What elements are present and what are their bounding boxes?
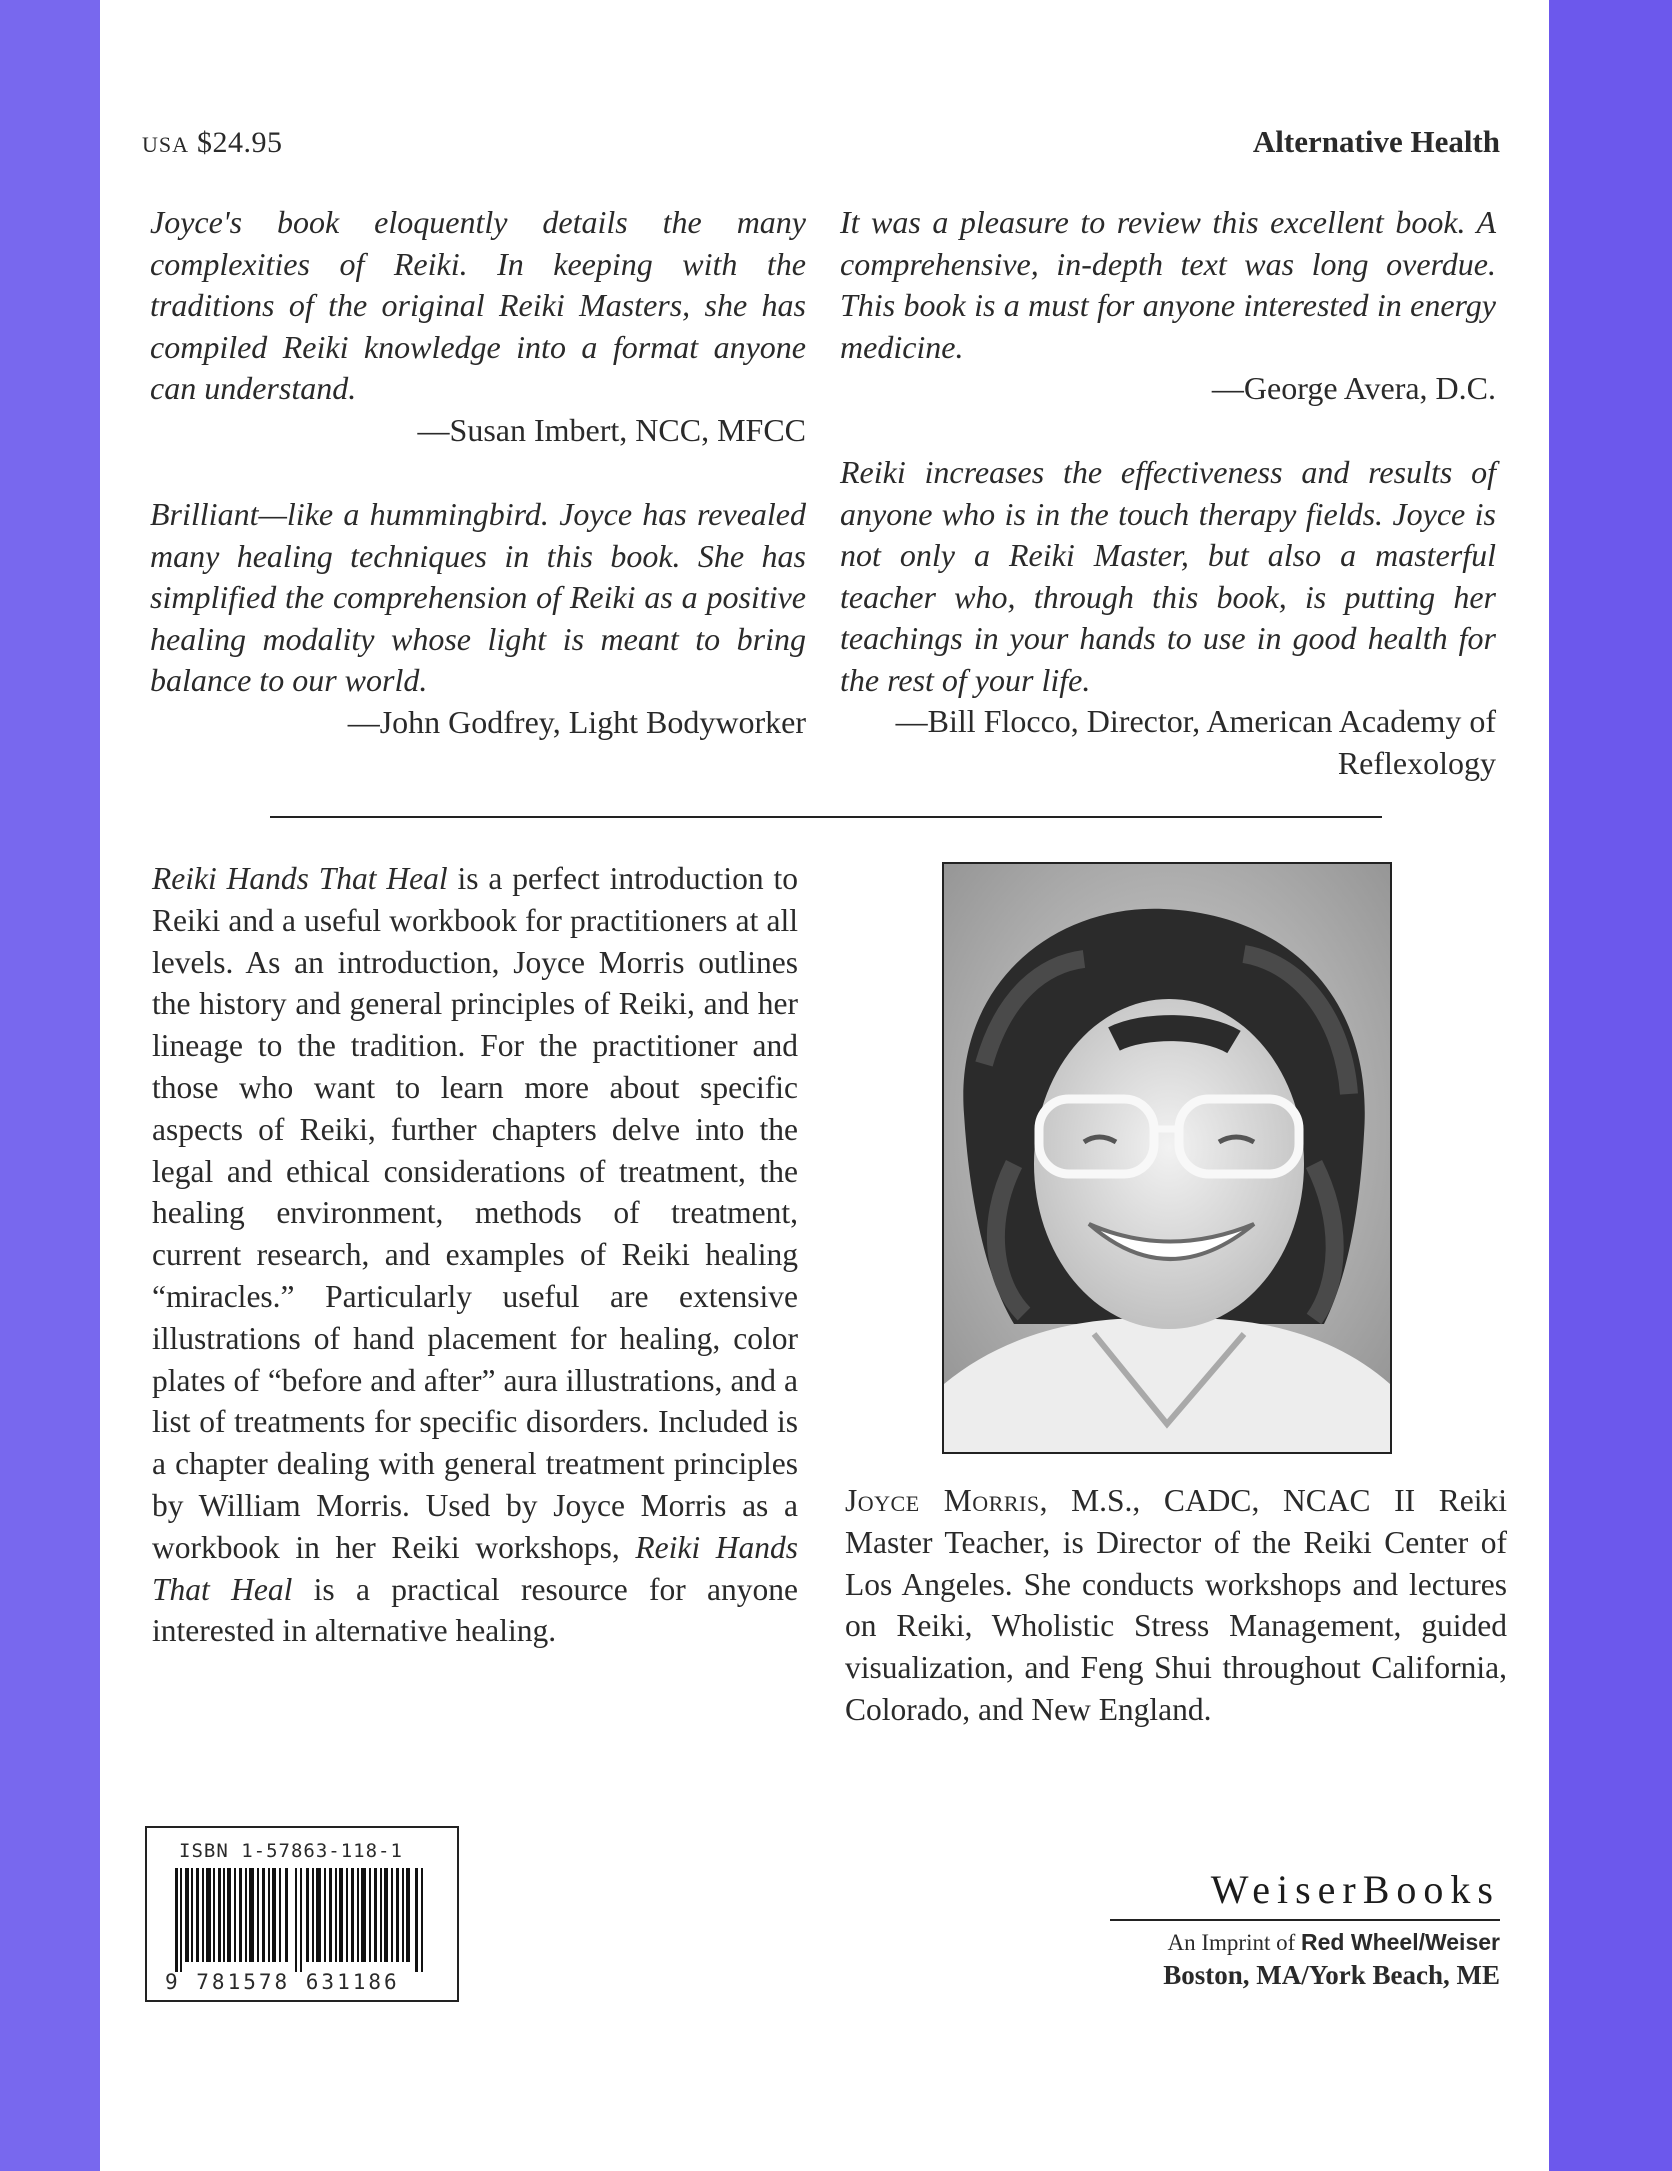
review-quote-avera	[840, 202, 1496, 410]
review-quote-flocco	[840, 452, 1496, 784]
category-label: Alternative Health	[1252, 124, 1500, 159]
publisher-name: WeiserBooks	[1210, 1867, 1500, 1912]
quote-text: Brilliant—like a hummingbird. Joyce has revealed many healing techniques in this book. She has simplified the comprehension of Reiki as a positive healing modality whose light is meant to bring balance to our world.	[150, 496, 806, 698]
publisher-block	[1110, 1866, 1500, 1991]
price-value: $24.95	[197, 126, 283, 159]
author-bio-text: , M.S., CADC, NCAC II Reiki Master Teacher, is Director of the Reiki Center of Los Angeles. She conducts workshops and lectures on Reiki, Wholistic Stress Management, guided visualization, and Feng Shui throughout California, Colorado, and New England.	[845, 1483, 1507, 1727]
price-currency: USA	[142, 132, 190, 157]
publisher-location: Boston, MA/York Beach, ME	[1163, 1960, 1500, 1990]
review-quote-imbert	[150, 202, 806, 451]
imprint-prefix: An Imprint of	[1167, 1930, 1296, 1955]
section-divider	[270, 816, 1382, 818]
quote-attribution: —Susan Imbert, NCC, MFCC	[417, 411, 806, 448]
author-name: Joyce Morris	[845, 1483, 1040, 1518]
author-bio	[845, 1480, 1507, 1731]
description-text-2: is a practical resource for anyone interested in alternative healing.	[152, 1571, 798, 1649]
quote-text: Reiki increases the effectiveness and results of anyone who is in the touch therapy fields. Joyce is not only a Reiki Master, but also a masterful teacher who, through this book, is putting her teachings in your hands to use in good health for the rest of your life.	[840, 454, 1496, 698]
quote-attribution: —John Godfrey, Light Bodyworker	[347, 703, 806, 740]
imprint-name: Red Wheel/Weiser	[1301, 1929, 1500, 1955]
barcode-digits: 9 781578 631186	[165, 1970, 400, 1994]
quote-attribution: —George Avera, D.C.	[1211, 370, 1496, 406]
book-description	[152, 858, 798, 1652]
barcode-bars	[175, 1868, 431, 1972]
publisher-rule	[1110, 1919, 1500, 1921]
quote-text: It was a pleasure to review this excellent book. A comprehensive, in-depth text was long overdue. This book is a must for anyone interested in energy medicine.	[840, 204, 1496, 365]
book-title: Reiki Hands That Heal	[152, 1529, 798, 1607]
isbn-label: ISBN 1-57863-118-1	[179, 1840, 403, 1862]
author-photo	[942, 862, 1392, 1454]
description-text-1: is a perfect introduction to Reiki and a useful workbook for practitioners at all levels. As an introduction, Joyce Morris outlines the history and general principles of Reiki, and her lineage to the tradition. For the practitioner and those who want to learn more about specific aspects of Reiki, further chapters delve into the legal and ethical considerations of treatment, the healing environment, methods of treatment, current research, and examples of Reiki healing “miracles.” Particularly useful are extensive illustrations of hand placement for healing, color plates of “before and after” aura illustrations, and a list of treatments for specific disorders. Included is a chapter dealing with general treatment principles by William Morris. Used by Joyce Morris as a workbook in her Reiki workshops,	[152, 861, 798, 1565]
left-color-band	[0, 0, 100, 2171]
review-quote-godfrey	[150, 494, 806, 743]
isbn-barcode	[145, 1826, 459, 2002]
book-title: Reiki Hands That Heal	[152, 861, 448, 896]
right-color-band	[1549, 0, 1672, 2171]
quote-text: Joyce's book eloquently details the many complexities of Reiki. In keeping with the traditions of the original Reiki Masters, she has compiled Reiki knowledge into a format anyone can understand.	[150, 204, 806, 406]
quote-attribution: —Bill Flocco, Director, American Academy of Reflexology	[895, 703, 1496, 781]
publisher-imprint	[1110, 1929, 1500, 1956]
price	[142, 126, 283, 160]
